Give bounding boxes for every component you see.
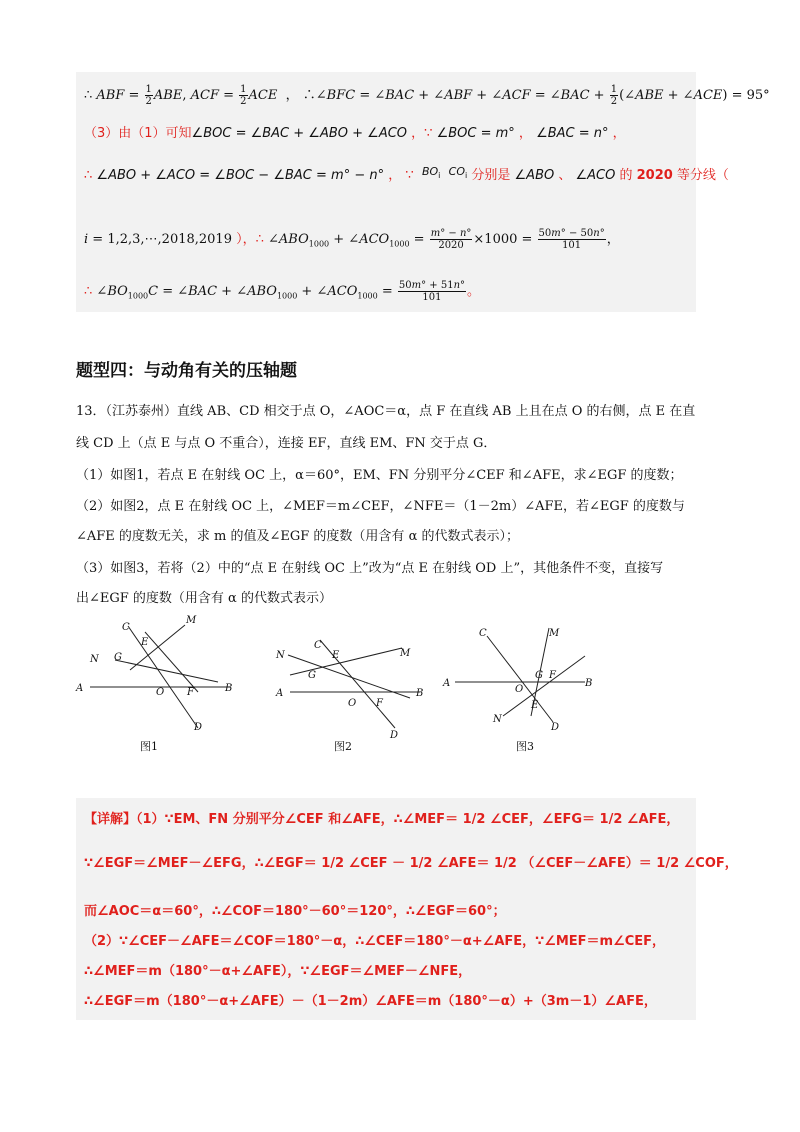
problem-intro-1: 13．（江苏泰州）直线 AB、CD 相交于点 O，∠AOC＝α，点 F 在直线 AB 上且在点 O 的右侧，点 E 在直: [76, 404, 696, 419]
fig1-label-c: C: [122, 622, 130, 633]
detail-box: [76, 798, 738, 1020]
detail-label: 【详解】: [84, 812, 137, 827]
fig1-label-m: M: [186, 615, 197, 626]
fig1-label-o: O: [156, 687, 165, 698]
fig3-label-e: E: [531, 700, 539, 711]
problem-intro-2: 线 CD 上（点 E 与点 O 不重合），连接 EF，直线 EM、FN 交于点 G．: [76, 436, 497, 451]
solution-line-2: （3）由（1）可知∠BOC = ∠BAC + ∠ABO + ∠ACO ，∵ ∠BOC = m° ， ∠BAC = n° ，: [84, 126, 626, 141]
fig2-label-f: F: [376, 698, 383, 709]
problem-q3b: 出∠EGF 的度数（用含有 α 的代数式表示）: [76, 591, 332, 606]
problem-q3a: （3）如图3，若将（2）中的“点 E 在射线 OC 上”改为“点 E 在射线 OD 上”，其他条件不变，直接写: [76, 561, 664, 576]
figure-1: [90, 625, 233, 728]
detail-line-1: [84, 810, 679, 830]
problem-q2a: （2）如图2，点 E 在射线 OC 上，∠MEF＝m∠CEF，∠NFE＝（1－2m）∠AFE，若∠EGF 的度数与: [76, 499, 685, 514]
solution-line-1: ∴ ABF = $\frac{1}{2}$ ABE, ACF = $\frac{1}{2}$ ACE ， ∴∠BFC = ∠BAC + ∠ABF + ∠ACF = ∠BAC + $\frac{1}{2}$ (∠ABE + ∠ACE) = 95°: [84, 84, 770, 107]
fig1-label-g: G: [114, 652, 122, 663]
fig1-label-f: F: [187, 687, 194, 698]
fig3-label-d: D: [551, 722, 560, 733]
fig3-label-f: F: [549, 670, 556, 681]
fig1-label-n: N: [90, 654, 99, 665]
fig1-caption: 图1: [140, 740, 158, 753]
fig2-label-m: M: [400, 648, 411, 659]
fig1-label-a: A: [76, 683, 84, 694]
solution-line-3: ∴ ∠ABO + ∠ACO = ∠BOC − ∠BAC = m° − n° ， ∵ $^{BO_i}$ $^{CO_i}$ 分别是 ∠ABO 、 ∠ACO 的 2020 等分线（: [84, 165, 729, 183]
detail-line-6: ∴∠EGF＝m（180°－α+∠AFE）－（1－2m）∠AFE＝m（180°－α）+（3m－1）∠AFE，: [84, 994, 657, 1009]
detail-line-3: 而∠AOC＝α＝60°，∴∠COF＝180°－60°＝120°，∴∠EGF＝60°；: [84, 904, 506, 919]
fig2-caption: 图2: [334, 740, 352, 753]
detail-line-4: （2）∵∠CEF－∠AFE＝∠COF＝180°－α，∴∠CEF＝180°－α+∠AFE，∵∠MEF＝m∠CEF，: [84, 934, 666, 949]
fig2-label-n: N: [276, 650, 285, 661]
fig2-label-a: A: [276, 688, 284, 699]
solution-box: [76, 72, 770, 312]
problem-q1: （1）如图1，若点 E 在射线 OC 上，α＝60°，EM、FN 分别平分∠CEF 和∠AFE，求∠EGF 的度数；: [76, 468, 683, 483]
fig3-label-o: O: [515, 684, 524, 695]
detail-line-2: ∵∠EGF＝∠MEF－∠EFG，∴∠EGF＝ 1/2 ∠CEF － 1/2 ∠AFE＝ 1/2 （∠CEF－∠AFE）＝ 1/2 ∠COF，: [84, 856, 738, 871]
fig3-label-a: A: [443, 678, 451, 689]
problem-q2b: ∠AFE 的度数无关，求 m 的值及∠EGF 的度数（用含有 α 的代数式表示）；: [76, 529, 519, 544]
fig3-caption: 图3: [516, 740, 534, 753]
fig2-label-o: O: [348, 698, 357, 709]
fig1-label-b: B: [225, 683, 233, 694]
fig3-label-m: M: [549, 628, 560, 639]
detail-l1: （1）∵EM、FN 分别平分∠CEF 和∠AFE，∴∠MEF＝ 1/2 ∠CEF，∠EFG＝ 1/2 ∠AFE，: [136, 812, 680, 827]
fig2-label-g: G: [308, 670, 316, 681]
fig3-label-n: N: [493, 714, 502, 725]
figures: [70, 610, 630, 760]
fig1-label-e: E: [141, 637, 149, 648]
fig3-label-c: C: [479, 628, 487, 639]
solution-line-5: ∴ $\angle BO_{1000}C$ = ∠BAC + $\angle ABO_{1000}$ + $\angle ACO_{1000}$ = $\frac{50m^\circ + 51n^\circ}{101}$ 。: [84, 280, 481, 303]
fig1-label-d: D: [194, 722, 203, 733]
section-heading: 题型四：与动角有关的压轴题: [76, 361, 297, 381]
fig2-label-c: C: [314, 640, 322, 651]
fig3-label-g: G: [535, 670, 543, 681]
solution-line-4: i = 1,2,3,⋯,2018,2019 ），∴ $\angle ABO_{1000}$ + $\angle ACO_{1000}$ = $\frac{m^\circ - n^\circ}{2020}$ ×1000 = $\frac{50m^\circ - 50n^\circ}{101}$ ，: [84, 228, 620, 251]
fig2-label-b: B: [416, 688, 424, 699]
fig3-label-b: B: [585, 678, 593, 689]
detail-line-5: ∴∠MEF＝m（180°－α+∠AFE），∵∠EGF＝∠MEF－∠NFE，: [84, 964, 472, 979]
figure-3: [455, 628, 585, 722]
fig2-label-d: D: [390, 730, 399, 741]
fig2-label-e: E: [332, 650, 340, 661]
